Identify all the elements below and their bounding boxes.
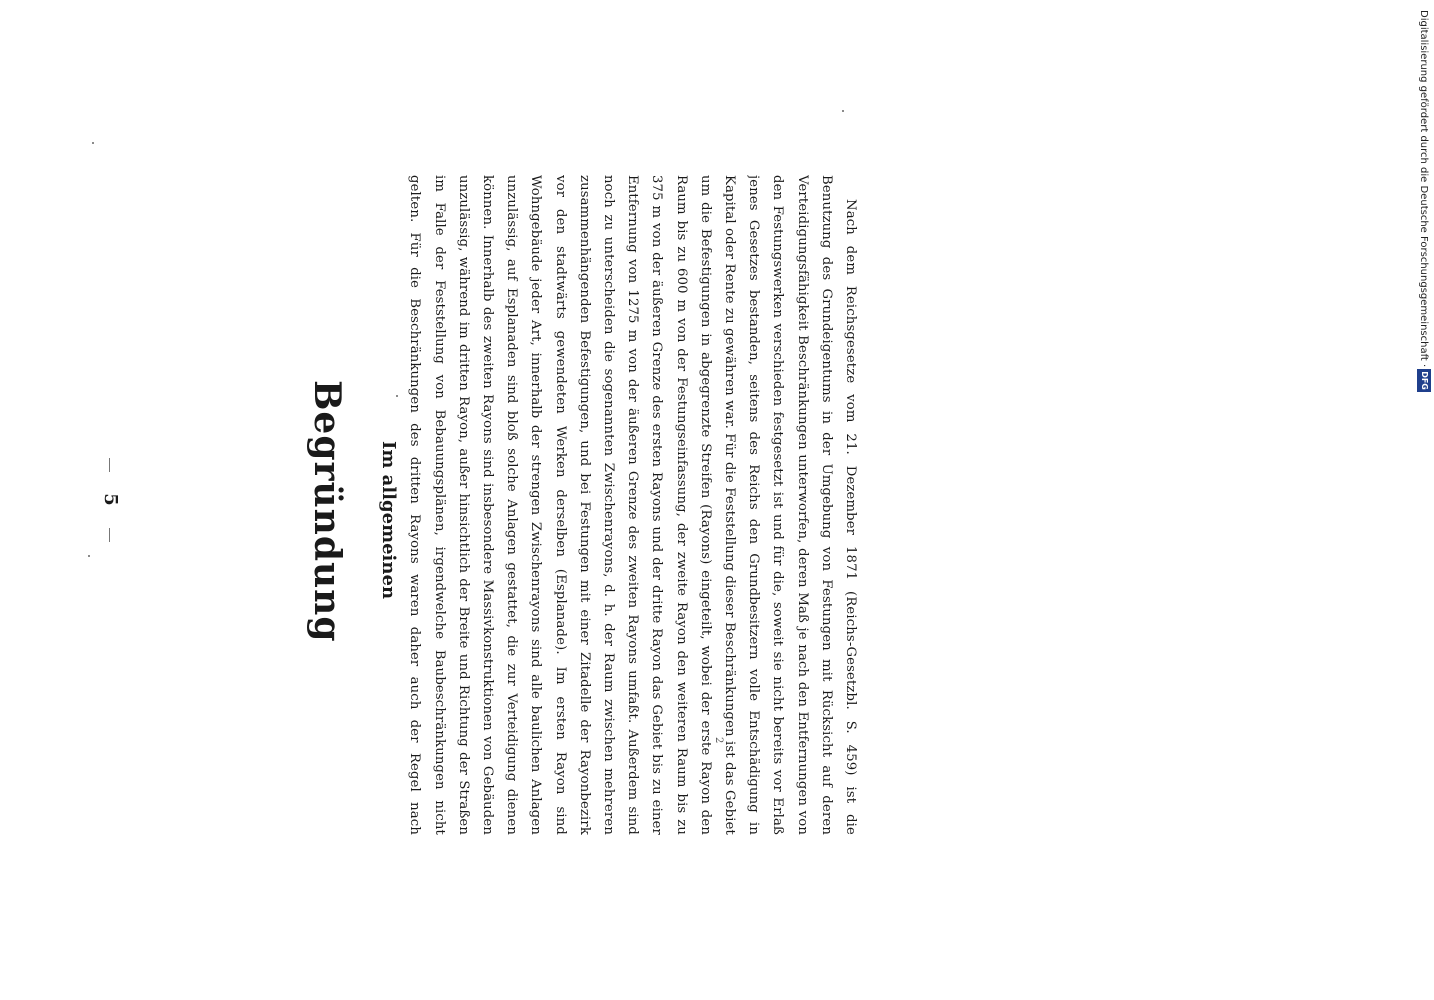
scan-speck	[88, 555, 90, 557]
dfg-logo: DFG	[1417, 369, 1431, 392]
paragraph: Nach dem Reichsgesetze vom 21. Dezember 1871 (Reichs-Gesetzbl. S. 459) ist die Benutzung des Grundeigentums in der Umgebung von Festungen mit Rücksicht auf deren Verteidigungsfähigkeit Beschränkungen unterworfen, deren Maß je nach den Entfernungen von den Festungswerken verschieden festgesetzt ist und für die, soweit sie nicht bereits vor Erlaß jenes Gesetzes bestanden, seitens des Reichs den Grundbesitzern volle Entschädigung in Kapital oder Rente zu gewähren war. Für die Feststellung dieser Beschränkungen ist das Gebiet um die Befestigungen in abgegrenzte Streifen (Rayons) eingeteilt, wobei der erste Rayon den Raum bis zu 600 m von der Festungseinfassung, der zweite Rayon den weiteren Raum bis zu 375 m von der äußeren Grenze des ersten Rayons und der dritte Rayon das Gebiet bis zu einer Entfernung von 1275 m von der äußeren Grenze des zweiten Rayons umfaßt. Außerdem sind noch zu unterscheiden die sogenannten Zwischenrayons, d. h. der Raum zwischen mehreren zusammenhängenden Befestigungen, und bei Festungen mit einer Zitadelle der Rayonbezirk vor den stadtwärts gewendeten Werken derselben (Esplanade). Im ersten Rayon sind Wohngebäude jeder Art, innerhalb der strengen Zwischenrayons sind alle baulichen Anlagen unzulässig, auf Esplanaden sind bloß solche Anlagen gestattet, die zur Verteidigung dienen können. Innerhalb des zweiten Rayons sind insbesondere Massivkonstruktionen von Gebäuden unzulässig, während im dritten Rayon, außer hinsichtlich der Breite und Richtung der Straßen im Falle der Feststellung von Bebauungsplänen, irgendwelche Baubeschränkungen nicht gelten. Für die Beschränkungen des dritten Rayons waren daher auch der Regel nach	[407, 175, 858, 835]
body-text	[402, 175, 862, 835]
page-title: Begründung	[306, 380, 348, 643]
scan-speck	[92, 142, 94, 144]
page-number: 5	[100, 490, 121, 510]
scan-speck	[842, 110, 844, 112]
scan-speck	[396, 395, 398, 397]
signature-mark: 2	[713, 737, 724, 744]
digitization-credit-text: Digitalisierung gefördert durch die Deutsche Forschungsgemeinschaft ·	[1418, 10, 1429, 368]
digitization-credit	[1416, 10, 1431, 510]
section-heading: Im allgemeinen	[378, 440, 399, 600]
